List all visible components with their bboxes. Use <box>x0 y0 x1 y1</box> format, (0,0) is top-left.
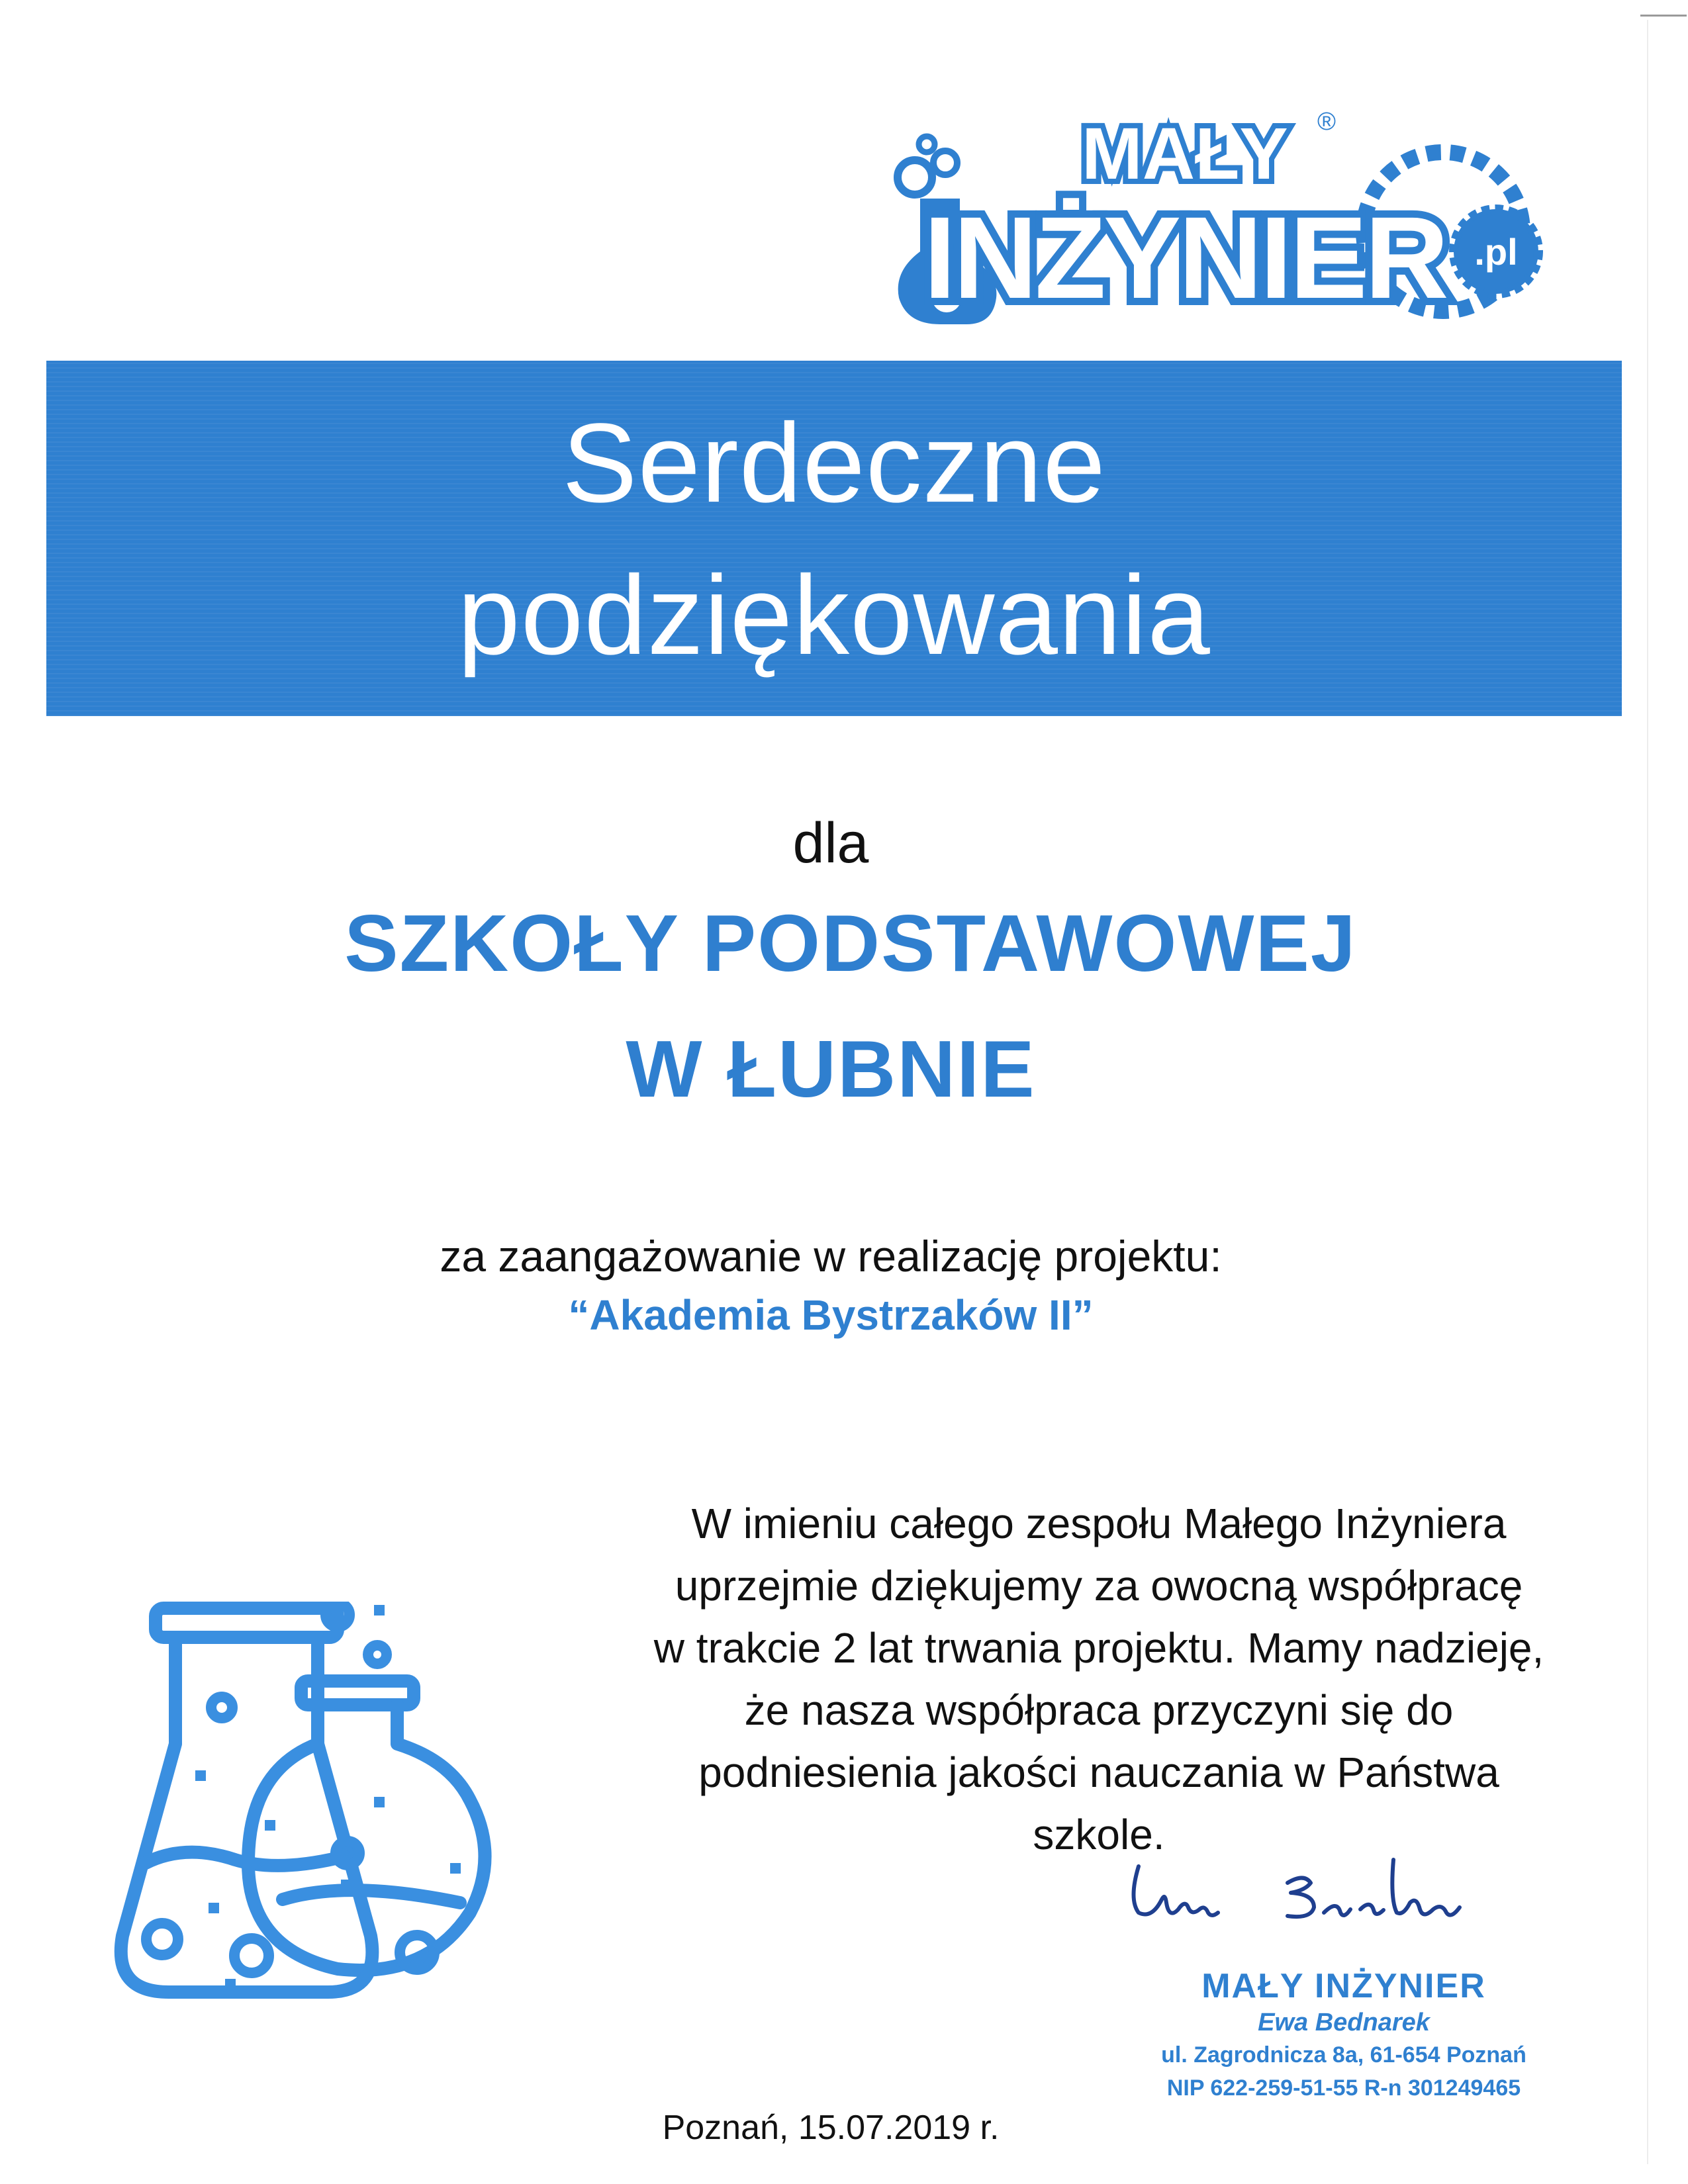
logo-registered-mark: ® <box>1317 108 1336 136</box>
stamp-address: ul. Zagrodnicza 8a, 61-654 Poznań <box>1161 2042 1526 2068</box>
project-name: “Akademia Bystrzaków II” <box>568 1291 1094 1339</box>
title-line-2: podziękowania <box>457 553 1211 678</box>
stamp-person-name: Ewa Bednarek <box>1258 2009 1430 2036</box>
message-line: podniesienia jakości nauczania w Państwa <box>698 1749 1499 1796</box>
recipient-prefix: dla <box>792 811 869 875</box>
scan-edge-mark <box>1640 15 1687 17</box>
message-line: szkole. <box>1033 1811 1165 1858</box>
message-line: że nasza współpraca przyczyni się do <box>744 1686 1454 1734</box>
maly-inzynier-logo <box>880 99 1549 338</box>
title-banner <box>46 361 1622 716</box>
message-line: w trakcie 2 lat trwania projektu. Mamy nadzieję, <box>653 1624 1544 1672</box>
recipient-line-1: SZKOŁY PODSTAWOWEJ <box>344 898 1357 988</box>
logo-line1: MAŁY <box>1082 113 1288 195</box>
stamp-company-name: MAŁY INŻYNIER <box>1201 1967 1486 2005</box>
title-line-1: Serdeczne <box>562 400 1106 526</box>
thank-you-message <box>503 1492 1688 1866</box>
logo-domain-suffix: .pl <box>1474 231 1518 273</box>
chemistry-flasks-icon <box>109 1602 559 2025</box>
message-line: W imieniu całego zespołu Małego Inżyniera <box>691 1500 1507 1547</box>
message-line: uprzejmie dziękujemy za owocną współpracę <box>675 1562 1523 1610</box>
company-stamp <box>1139 1966 1549 2105</box>
place-and-date: Poznań, 15.07.2019 r. <box>662 2109 1000 2147</box>
project-intro: za zaangażowanie w realizację projektu: <box>440 1232 1222 1281</box>
recipient-line-2: W ŁUBNIE <box>626 1024 1036 1114</box>
logo-line2: INŻYNIER <box>923 193 1446 323</box>
handwritten-signature <box>1125 1846 1496 1946</box>
stamp-registration-ids: NIP 622-259-51-55 R-n 301249465 <box>1166 2075 1521 2101</box>
